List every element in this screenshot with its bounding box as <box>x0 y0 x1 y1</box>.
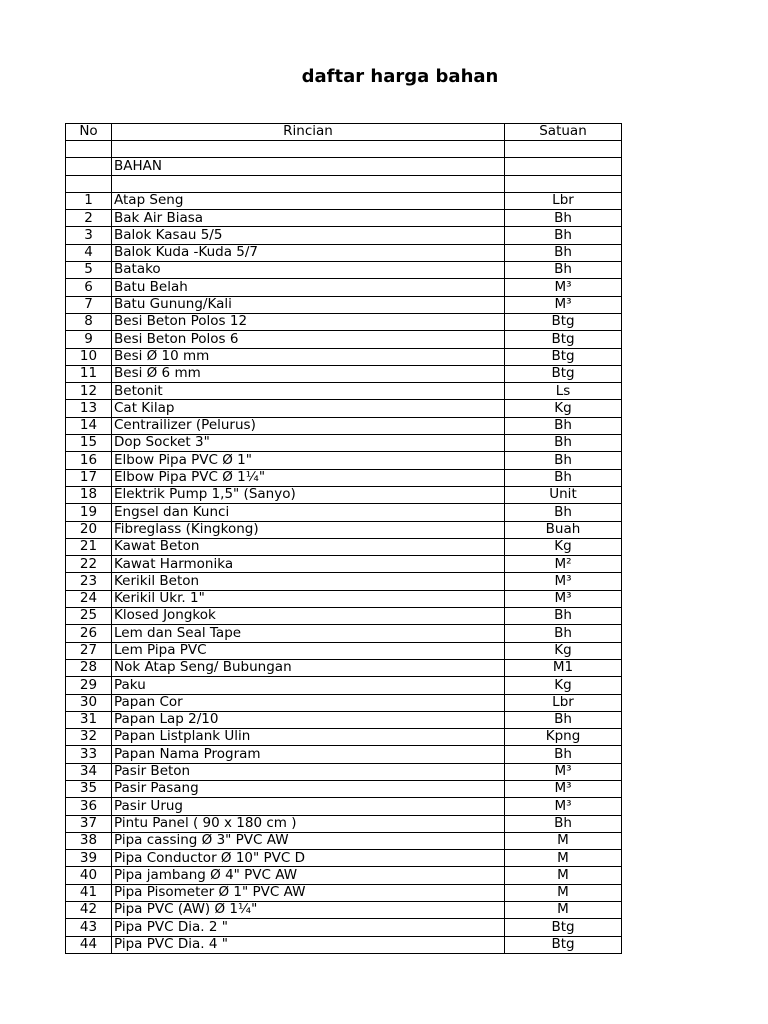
cell-no: 3 <box>66 227 112 244</box>
cell-no: 31 <box>66 711 112 728</box>
cell-satuan: Bh <box>505 452 622 469</box>
table-row <box>66 642 622 659</box>
table-row <box>66 244 622 261</box>
table-row <box>66 279 622 296</box>
table-row <box>66 884 622 901</box>
cell-satuan: Btg <box>505 936 622 953</box>
table-row <box>66 659 622 676</box>
cell-no: 11 <box>66 365 112 382</box>
cell-rincian: Papan Cor <box>112 694 505 711</box>
cell-satuan: Bh <box>505 625 622 642</box>
cell-no: 15 <box>66 435 112 452</box>
table-row <box>66 383 622 400</box>
cell-no: 41 <box>66 884 112 901</box>
cell-rincian: Nok Atap Seng/ Bubungan <box>112 659 505 676</box>
cell-rincian: Batu Gunung/Kali <box>112 296 505 313</box>
cell-satuan: M³ <box>505 590 622 607</box>
cell-no: 4 <box>66 244 112 261</box>
cell-rincian: Kawat Harmonika <box>112 556 505 573</box>
cell-satuan: Bh <box>505 711 622 728</box>
cell-satuan: M³ <box>505 573 622 590</box>
cell-satuan: Buah <box>505 521 622 538</box>
table-row <box>66 504 622 521</box>
page-title: daftar harga bahan <box>301 66 499 87</box>
cell-rincian: Besi Beton Polos 6 <box>112 331 505 348</box>
cell-satuan: Bh <box>505 746 622 763</box>
cell-no: 9 <box>66 331 112 348</box>
blank-cell <box>66 141 112 158</box>
cell-no: 33 <box>66 746 112 763</box>
cell-rincian: Besi Ø 6 mm <box>112 365 505 382</box>
cell-satuan: Ls <box>505 383 622 400</box>
cell-rincian: Pipa jambang Ø 4" PVC AW <box>112 867 505 884</box>
cell-no: 17 <box>66 469 112 486</box>
cell-rincian: Pipa PVC (AW) Ø 1¼" <box>112 902 505 919</box>
cell-no: 21 <box>66 538 112 555</box>
blank-row <box>66 141 622 158</box>
cell-no: 5 <box>66 262 112 279</box>
table-row <box>66 469 622 486</box>
blank-cell <box>505 175 622 192</box>
cell-rincian: Besi Ø 10 mm <box>112 348 505 365</box>
table-row <box>66 867 622 884</box>
table-row <box>66 452 622 469</box>
cell-no: 6 <box>66 279 112 296</box>
cell-rincian: Klosed Jongkok <box>112 608 505 625</box>
cell-rincian: Pasir Beton <box>112 763 505 780</box>
cell-no: 18 <box>66 486 112 503</box>
cell-rincian: Pintu Panel ( 90 x 180 cm ) <box>112 815 505 832</box>
cell-no: 10 <box>66 348 112 365</box>
cell-satuan: Btg <box>505 919 622 936</box>
cell-no: 40 <box>66 867 112 884</box>
table-row <box>66 902 622 919</box>
cell-no: 37 <box>66 815 112 832</box>
section-row <box>66 158 622 175</box>
cell-no: 27 <box>66 642 112 659</box>
cell-rincian: Fibreglass (Kingkong) <box>112 521 505 538</box>
cell-rincian: Kawat Beton <box>112 538 505 555</box>
table-row <box>66 746 622 763</box>
cell-no: 28 <box>66 659 112 676</box>
cell-rincian: Centrailizer (Pelurus) <box>112 417 505 434</box>
cell-satuan: Bh <box>505 210 622 227</box>
table-row <box>66 608 622 625</box>
table-row <box>66 677 622 694</box>
cell-rincian: Pasir Pasang <box>112 780 505 797</box>
cell-rincian: Papan Nama Program <box>112 746 505 763</box>
cell-rincian: Papan Lap 2/10 <box>112 711 505 728</box>
cell-rincian: Batu Belah <box>112 279 505 296</box>
cell-satuan: Bh <box>505 244 622 261</box>
cell-no: 35 <box>66 780 112 797</box>
header-no: No <box>66 124 112 141</box>
blank-cell <box>505 158 622 175</box>
cell-no: 2 <box>66 210 112 227</box>
table-row <box>66 780 622 797</box>
table-row <box>66 296 622 313</box>
cell-satuan: Bh <box>505 608 622 625</box>
cell-satuan: M³ <box>505 763 622 780</box>
cell-satuan: Kpng <box>505 729 622 746</box>
cell-no: 24 <box>66 590 112 607</box>
cell-rincian: Papan Listplank Ulin <box>112 729 505 746</box>
cell-rincian: Engsel dan Kunci <box>112 504 505 521</box>
table-row <box>66 694 622 711</box>
cell-no: 13 <box>66 400 112 417</box>
cell-no: 1 <box>66 192 112 209</box>
blank-cell <box>112 175 505 192</box>
blank-cell <box>66 175 112 192</box>
cell-satuan: Unit <box>505 486 622 503</box>
cell-rincian: Lem dan Seal Tape <box>112 625 505 642</box>
cell-rincian: Bak Air Biasa <box>112 210 505 227</box>
blank-row <box>66 175 622 192</box>
blank-cell <box>112 141 505 158</box>
cell-no: 32 <box>66 729 112 746</box>
cell-satuan: M <box>505 902 622 919</box>
cell-no: 29 <box>66 677 112 694</box>
table-row <box>66 538 622 555</box>
cell-rincian: Elbow Pipa PVC Ø 1¼" <box>112 469 505 486</box>
table-row <box>66 729 622 746</box>
table-header-row <box>66 124 622 141</box>
cell-no: 36 <box>66 798 112 815</box>
cell-no: 7 <box>66 296 112 313</box>
table-row <box>66 763 622 780</box>
table-row <box>66 625 622 642</box>
cell-no: 23 <box>66 573 112 590</box>
cell-satuan: Btg <box>505 313 622 330</box>
cell-no: 30 <box>66 694 112 711</box>
cell-no: 12 <box>66 383 112 400</box>
table-row <box>66 210 622 227</box>
table-row <box>66 227 622 244</box>
table-row <box>66 417 622 434</box>
cell-satuan: Kg <box>505 538 622 555</box>
cell-rincian: Paku <box>112 677 505 694</box>
cell-satuan: M <box>505 884 622 901</box>
table-row <box>66 850 622 867</box>
cell-no: 26 <box>66 625 112 642</box>
table-row <box>66 365 622 382</box>
cell-rincian: Atap Seng <box>112 192 505 209</box>
cell-satuan: M³ <box>505 279 622 296</box>
cell-no: 43 <box>66 919 112 936</box>
cell-no: 39 <box>66 850 112 867</box>
cell-satuan: M³ <box>505 780 622 797</box>
cell-rincian: Besi Beton Polos 12 <box>112 313 505 330</box>
cell-satuan: M <box>505 832 622 849</box>
cell-rincian: Pipa Conductor Ø 10" PVC D <box>112 850 505 867</box>
table-row <box>66 521 622 538</box>
cell-satuan: Bh <box>505 435 622 452</box>
cell-satuan: Bh <box>505 417 622 434</box>
cell-no: 16 <box>66 452 112 469</box>
cell-satuan: Bh <box>505 469 622 486</box>
cell-rincian: Betonit <box>112 383 505 400</box>
table-row <box>66 556 622 573</box>
cell-satuan: Bh <box>505 262 622 279</box>
cell-satuan: Bh <box>505 504 622 521</box>
table-row <box>66 919 622 936</box>
table-row <box>66 262 622 279</box>
cell-satuan: Kg <box>505 400 622 417</box>
cell-no: 25 <box>66 608 112 625</box>
table-row <box>66 711 622 728</box>
cell-no: 42 <box>66 902 112 919</box>
price-table <box>65 123 622 954</box>
cell-satuan: Btg <box>505 348 622 365</box>
table-row <box>66 192 622 209</box>
table-row <box>66 573 622 590</box>
table-row <box>66 832 622 849</box>
cell-no: 38 <box>66 832 112 849</box>
cell-rincian: Batako <box>112 262 505 279</box>
cell-satuan: Bh <box>505 815 622 832</box>
table-row <box>66 348 622 365</box>
cell-satuan: M <box>505 850 622 867</box>
table-row <box>66 435 622 452</box>
cell-no: 19 <box>66 504 112 521</box>
table-row <box>66 590 622 607</box>
cell-rincian: Pipa PVC Dia. 4 " <box>112 936 505 953</box>
cell-no: 44 <box>66 936 112 953</box>
table-row <box>66 486 622 503</box>
table-row <box>66 400 622 417</box>
cell-rincian: Kerikil Beton <box>112 573 505 590</box>
cell-satuan: M1 <box>505 659 622 676</box>
cell-satuan: Btg <box>505 365 622 382</box>
header-rincian: Rincian <box>112 124 505 141</box>
cell-rincian: Elektrik Pump 1,5" (Sanyo) <box>112 486 505 503</box>
cell-rincian: Elbow Pipa PVC Ø 1" <box>112 452 505 469</box>
section-label: BAHAN <box>112 158 505 175</box>
cell-rincian: Kerikil Ukr. 1" <box>112 590 505 607</box>
table-row <box>66 798 622 815</box>
cell-satuan: Lbr <box>505 192 622 209</box>
blank-cell <box>505 141 622 158</box>
table-row <box>66 815 622 832</box>
cell-rincian: Cat Kilap <box>112 400 505 417</box>
cell-rincian: Pipa PVC Dia. 2 " <box>112 919 505 936</box>
cell-no: 22 <box>66 556 112 573</box>
cell-satuan: M³ <box>505 296 622 313</box>
cell-rincian: Dop Socket 3" <box>112 435 505 452</box>
cell-rincian: Pipa cassing Ø 3" PVC AW <box>112 832 505 849</box>
cell-satuan: Kg <box>505 642 622 659</box>
cell-rincian: Pasir Urug <box>112 798 505 815</box>
cell-satuan: Btg <box>505 331 622 348</box>
cell-rincian: Balok Kuda -Kuda 5/7 <box>112 244 505 261</box>
cell-satuan: M³ <box>505 798 622 815</box>
cell-no: 20 <box>66 521 112 538</box>
cell-satuan: M² <box>505 556 622 573</box>
cell-rincian: Pipa Pisometer Ø 1" PVC AW <box>112 884 505 901</box>
cell-rincian: Balok Kasau 5/5 <box>112 227 505 244</box>
cell-no: 14 <box>66 417 112 434</box>
header-satuan: Satuan <box>505 124 622 141</box>
cell-no: 34 <box>66 763 112 780</box>
cell-no: 8 <box>66 313 112 330</box>
cell-rincian: Lem Pipa PVC <box>112 642 505 659</box>
cell-satuan: Kg <box>505 677 622 694</box>
table-row <box>66 331 622 348</box>
blank-cell <box>66 158 112 175</box>
cell-satuan: M <box>505 867 622 884</box>
cell-satuan: Bh <box>505 227 622 244</box>
table-row <box>66 936 622 953</box>
cell-satuan: Lbr <box>505 694 622 711</box>
table-row <box>66 313 622 330</box>
